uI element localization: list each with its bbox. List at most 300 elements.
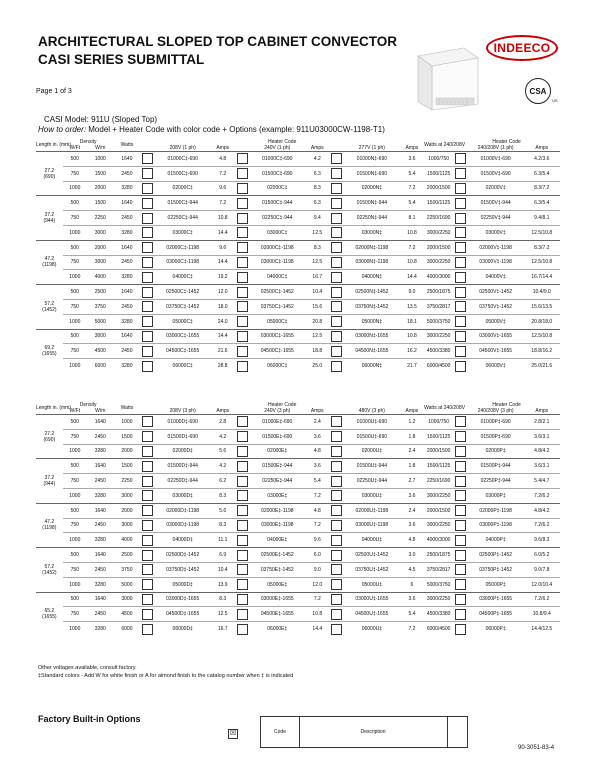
select-checkbox[interactable] (237, 550, 248, 561)
select-checkbox[interactable] (455, 431, 466, 442)
select-checkbox[interactable] (142, 331, 153, 342)
select-checkbox[interactable] (331, 272, 342, 283)
cell-amps: 3.6 (400, 518, 424, 533)
select-checkbox[interactable] (455, 416, 466, 427)
cell-watts: 4500 (114, 607, 141, 622)
cell-wm: 3280 (87, 622, 114, 636)
cell-code: 04000P‡ (468, 533, 524, 548)
cell-wft: 500 (63, 285, 87, 300)
cell-amps: 16.7 (211, 622, 235, 636)
cell-wm: 1500 (87, 166, 114, 181)
single-phase-table (36, 139, 560, 373)
page-subtitle: CASI SERIES SUBMITTAL (38, 52, 205, 67)
select-checkbox[interactable] (142, 505, 153, 516)
cell-code: 02000N‡ (344, 181, 400, 196)
cell-code: 02000P‡-1198 (468, 503, 524, 518)
select-checkbox[interactable] (455, 446, 466, 457)
select-checkbox[interactable] (455, 476, 466, 487)
select-checkbox[interactable] (455, 242, 466, 253)
cell-code: 03000D‡ (155, 488, 211, 503)
select-checkbox[interactable] (331, 198, 342, 209)
select-checkbox[interactable] (142, 579, 153, 590)
cell-amps: 19.2 (211, 270, 235, 285)
cell-wm: 1640 (87, 548, 114, 563)
cell-wm: 1640 (87, 592, 114, 607)
cell-wft: 500 (63, 548, 87, 563)
cell-amps: 6.3/5.4 (524, 166, 560, 181)
cell-watts: 3280 (114, 181, 141, 196)
voltage-header-1: 208V (1 ph) (169, 145, 196, 151)
length-cell (36, 592, 63, 636)
select-checkbox[interactable] (455, 316, 466, 327)
select-checkbox[interactable] (331, 257, 342, 268)
select-checkbox[interactable] (331, 461, 342, 472)
cell-watts-at: 4500/3380 (424, 344, 453, 359)
cell-watts-at: 3000/2250 (424, 255, 453, 270)
cell-amps: 4.2/3.6 (524, 152, 560, 167)
select-checkbox[interactable] (455, 183, 466, 194)
select-checkbox[interactable] (142, 461, 153, 472)
select-checkbox[interactable] (237, 213, 248, 224)
select-checkbox[interactable] (237, 446, 248, 457)
cell-amps: 13.5 (400, 299, 424, 314)
select-checkbox[interactable] (331, 287, 342, 298)
cell-code: 02500U‡-1452 (344, 548, 400, 563)
select-checkbox[interactable] (331, 476, 342, 487)
cell-watts: 3750 (114, 562, 141, 577)
cell-code: 02000E‡ (249, 444, 305, 459)
cell-code: 01000P‡-690 (468, 415, 524, 430)
cell-amps: 12.5/10.8 (524, 329, 560, 344)
cell-code: 02500N‡-1452 (344, 285, 400, 300)
select-checkbox[interactable] (142, 361, 153, 372)
cell-code: 01500V‡-944 (468, 196, 524, 211)
select-checkbox[interactable] (237, 461, 248, 472)
cell-code: 03000E‡-1655 (249, 592, 305, 607)
select-checkbox[interactable] (455, 550, 466, 561)
cell-amps: 12.5 (305, 255, 329, 270)
cell-wft: 1000 (63, 444, 87, 459)
select-checkbox[interactable] (237, 520, 248, 531)
cell-wm: 2450 (87, 429, 114, 444)
cell-amps: 3.6 (400, 488, 424, 503)
cell-code: 06000C‡ (249, 359, 305, 373)
select-checkbox[interactable] (237, 153, 248, 164)
select-checkbox[interactable] (331, 331, 342, 342)
voltage-header-2: 240V (3 ph) (264, 408, 291, 414)
csa-us-mark: US (552, 98, 558, 103)
cell-amps: 28.8 (211, 359, 235, 373)
select-checkbox[interactable] (331, 579, 342, 590)
select-checkbox[interactable] (455, 579, 466, 590)
cell-watts: 2450 (114, 166, 141, 181)
select-checkbox[interactable] (331, 242, 342, 253)
options-title: Factory Built-in Options (38, 714, 141, 724)
select-checkbox[interactable] (331, 301, 342, 312)
table-row (36, 166, 560, 181)
options-code-table (260, 716, 468, 748)
select-checkbox[interactable] (455, 227, 466, 238)
cell-amps: 7.2/6.2 (524, 592, 560, 607)
cell-amps: 18.8/16.2 (524, 344, 560, 359)
select-checkbox[interactable] (237, 431, 248, 442)
select-checkbox[interactable] (455, 520, 466, 531)
cell-code: 02250U‡-944 (344, 474, 400, 489)
cell-watts-at: 4500/3380 (424, 607, 453, 622)
length-mm: (944) (43, 218, 56, 225)
select-checkbox[interactable] (331, 550, 342, 561)
cell-code: 04000N‡ (344, 270, 400, 285)
select-checkbox[interactable] (142, 242, 153, 253)
cell-amps: 4.8 (305, 503, 329, 518)
cell-amps: 8.3 (211, 488, 235, 503)
select-checkbox[interactable] (237, 476, 248, 487)
select-checkbox[interactable] (237, 416, 248, 427)
options-code-header: Code (261, 717, 300, 747)
cell-amps: 25.0 (305, 359, 329, 373)
cell-wm: 2450 (87, 607, 114, 622)
cell-amps: 9.6 (211, 181, 235, 196)
select-checkbox[interactable] (331, 213, 342, 224)
cell-code: 03750C‡-1452 (249, 299, 305, 314)
cell-code: 01500P‡-690 (468, 429, 524, 444)
table-row (36, 329, 560, 344)
select-checkbox[interactable] (455, 168, 466, 179)
cell-amps: 5.4/4.7 (524, 474, 560, 489)
watts-at-header: Watts at 240/208V (424, 405, 466, 411)
cell-watts-at: 6000/4500 (424, 622, 453, 636)
cell-amps: 5.4 (305, 474, 329, 489)
cell-watts-at: 2000/1500 (424, 503, 453, 518)
select-checkbox[interactable] (237, 624, 248, 635)
select-checkbox[interactable] (455, 301, 466, 312)
cell-amps: 3.0 (400, 548, 424, 563)
length-mm: (1452) (42, 569, 57, 576)
cell-code: 05000V‡ (468, 314, 524, 329)
select-checkbox[interactable] (142, 346, 153, 357)
select-checkbox[interactable] (142, 609, 153, 620)
select-checkbox[interactable] (455, 361, 466, 372)
cell-watts: 3280 (114, 225, 141, 240)
table-row (36, 548, 560, 563)
select-checkbox[interactable] (237, 227, 248, 238)
select-checkbox[interactable] (142, 183, 153, 194)
select-checkbox[interactable] (237, 535, 248, 546)
cell-code: 01000U‡-690 (344, 415, 400, 430)
cell-amps: 1.2 (400, 415, 424, 430)
cell-code: 03000U‡-1655 (344, 592, 400, 607)
select-checkbox[interactable] (142, 416, 153, 427)
length-value: 27.2 (44, 167, 55, 174)
select-checkbox[interactable] (142, 624, 153, 635)
select-checkbox[interactable] (142, 446, 153, 457)
cell-wm: 3280 (87, 444, 114, 459)
table-row (36, 211, 560, 226)
cell-amps: 12.5 (211, 607, 235, 622)
cell-amps: 16.7 (305, 270, 329, 285)
select-checkbox[interactable] (142, 594, 153, 605)
cell-amps: 1.8 (400, 429, 424, 444)
select-checkbox[interactable] (237, 272, 248, 283)
cell-watts: 3000 (114, 488, 141, 503)
cell-code: 03000V‡-1655 (468, 329, 524, 344)
table-row (36, 429, 560, 444)
cell-amps: 7.2 (305, 592, 329, 607)
select-checkbox[interactable] (331, 490, 342, 501)
cell-code: 02000N‡-1198 (344, 240, 400, 255)
cell-amps: 8.3/7.2 (524, 240, 560, 255)
select-checkbox[interactable] (237, 594, 248, 605)
select-checkbox[interactable] (142, 198, 153, 209)
watts-header: Watts (120, 142, 134, 148)
cell-amps: 8.1 (400, 211, 424, 226)
voltage-header-2: 240V (1 ph) (264, 145, 291, 151)
cell-code: 06000E‡ (249, 622, 305, 636)
select-checkbox[interactable] (331, 416, 342, 427)
notes (38, 664, 293, 680)
cell-amps: 21.7 (400, 359, 424, 373)
cell-code: 01500N‡-944 (344, 196, 400, 211)
select-checkbox[interactable] (331, 168, 342, 179)
cell-watts-at: 4000/3000 (424, 533, 453, 548)
cell-amps: 6.0 (305, 548, 329, 563)
cell-watts-at: 1500/1125 (424, 429, 453, 444)
cell-code: 05000P‡ (468, 577, 524, 592)
voltage-header-1: 208V (3 ph) (169, 408, 196, 414)
cell-code: 02250D‡-944 (155, 474, 211, 489)
cell-wft: 500 (63, 459, 87, 474)
cell-amps: 3.6/3.1 (524, 429, 560, 444)
table-row (36, 240, 560, 255)
cell-wft: 500 (63, 415, 87, 430)
select-checkbox[interactable] (142, 227, 153, 238)
cell-code: 01500U‡-944 (344, 459, 400, 474)
select-checkbox[interactable] (237, 579, 248, 590)
select-checkbox[interactable] (331, 153, 342, 164)
cell-amps: 3.6 (305, 429, 329, 444)
select-checkbox[interactable] (331, 609, 342, 620)
cell-code: 02500D‡-1452 (155, 548, 211, 563)
cell-amps: 7.2 (305, 488, 329, 503)
select-checkbox[interactable] (331, 446, 342, 457)
voltage-header-4: 240/208V (3 ph) (477, 408, 514, 414)
cell-watts: 2500 (114, 548, 141, 563)
cell-amps: 20.8 (305, 314, 329, 329)
select-checkbox[interactable] (331, 520, 342, 531)
select-checkbox[interactable] (331, 361, 342, 372)
select-checkbox[interactable] (142, 564, 153, 575)
select-checkbox[interactable] (455, 153, 466, 164)
select-checkbox[interactable] (455, 198, 466, 209)
cell-amps: 6.0/5.2 (524, 548, 560, 563)
cell-watts: 2450 (114, 211, 141, 226)
cell-amps: 12.5/10.8 (524, 255, 560, 270)
cell-code: 01000E‡-690 (249, 415, 305, 430)
select-checkbox[interactable] (455, 213, 466, 224)
cell-code: 02000C‡-1198 (155, 240, 211, 255)
select-checkbox[interactable] (237, 183, 248, 194)
cell-amps: 18.1 (400, 314, 424, 329)
select-checkbox[interactable] (331, 431, 342, 442)
select-checkbox[interactable] (455, 624, 466, 635)
heater-code-header: Heater Code (268, 139, 297, 145)
cell-wm: 1640 (87, 503, 114, 518)
select-checkbox[interactable] (237, 168, 248, 179)
cell-amps: 14.4 (305, 622, 329, 636)
cell-amps: 20.8/18.0 (524, 314, 560, 329)
amps-header: Amps (535, 145, 549, 151)
select-checkbox[interactable] (455, 331, 466, 342)
amps-header: Amps (405, 145, 419, 151)
select-checkbox[interactable] (331, 594, 342, 605)
select-checkbox[interactable] (455, 505, 466, 516)
select-checkbox[interactable] (237, 287, 248, 298)
cell-watts-at: 2250/1690 (424, 474, 453, 489)
cell-wm: 2450 (87, 518, 114, 533)
cell-code: 04500N‡-1655 (344, 344, 400, 359)
cell-code: 03000V‡-1198 (468, 255, 524, 270)
cell-amps: 1.8 (400, 459, 424, 474)
cell-amps: 3.6 (400, 592, 424, 607)
select-checkbox[interactable] (142, 476, 153, 487)
select-checkbox[interactable] (331, 227, 342, 238)
cell-wm: 3000 (87, 255, 114, 270)
select-checkbox[interactable] (142, 272, 153, 283)
cell-watts: 3000 (114, 592, 141, 607)
cell-watts-at: 3000/2250 (424, 488, 453, 503)
cell-amps: 16.7/14.4 (524, 270, 560, 285)
select-checkbox[interactable] (142, 490, 153, 501)
cell-amps: 9.6 (305, 533, 329, 548)
cell-code: 03000V‡ (468, 225, 524, 240)
cell-wm: 1500 (87, 196, 114, 211)
select-checkbox[interactable] (331, 564, 342, 575)
select-checkbox[interactable] (237, 505, 248, 516)
select-checkbox[interactable] (142, 520, 153, 531)
select-checkbox[interactable] (142, 301, 153, 312)
select-checkbox[interactable] (331, 624, 342, 635)
cell-amps: 4.8 (211, 152, 235, 167)
select-checkbox[interactable] (331, 535, 342, 546)
select-checkbox[interactable] (142, 431, 153, 442)
cell-code: 01500N‡-690 (344, 166, 400, 181)
cell-watts-at: 2000/1500 (424, 181, 453, 196)
cell-watts-at: 3750/2817 (424, 299, 453, 314)
cell-code: 02000E‡-1198 (249, 503, 305, 518)
select-checkbox[interactable] (331, 316, 342, 327)
cell-wm: 5000 (87, 314, 114, 329)
select-checkbox[interactable] (142, 550, 153, 561)
cell-code: 05000C‡ (249, 314, 305, 329)
table-row (36, 577, 560, 592)
select-checkbox[interactable] (237, 316, 248, 327)
select-checkbox[interactable] (455, 564, 466, 575)
cell-amps: 4.8/4.2 (524, 444, 560, 459)
select-checkbox[interactable] (331, 346, 342, 357)
cell-amps: 15.6/13.5 (524, 299, 560, 314)
select-checkbox[interactable] (455, 257, 466, 268)
cell-wft: 1000 (63, 270, 87, 285)
select-checkbox[interactable] (142, 535, 153, 546)
density-header: Density (79, 402, 97, 408)
length-cell (36, 415, 63, 459)
cell-watts-at: 3000/2250 (424, 225, 453, 240)
cell-code: 01500C‡-690 (249, 166, 305, 181)
cell-code: 03000C‡-1655 (155, 329, 211, 344)
select-checkbox[interactable] (142, 168, 153, 179)
cell-code: 02500P‡-1452 (468, 548, 524, 563)
select-checkbox[interactable] (455, 490, 466, 501)
select-checkbox[interactable] (142, 316, 153, 327)
select-checkbox[interactable] (142, 257, 153, 268)
cell-code: 03750E‡-1452 (249, 562, 305, 577)
cell-code: 02000V‡-1198 (468, 240, 524, 255)
select-checkbox[interactable] (237, 301, 248, 312)
cell-watts: 2000 (114, 444, 141, 459)
option-checkbox[interactable]: ☒ (229, 730, 237, 737)
cell-amps: 15.6 (305, 299, 329, 314)
select-checkbox[interactable] (455, 272, 466, 283)
select-checkbox[interactable] (455, 535, 466, 546)
cell-amps: 8.3 (305, 240, 329, 255)
table-row (36, 225, 560, 240)
table-row (36, 562, 560, 577)
select-checkbox[interactable] (455, 346, 466, 357)
select-checkbox[interactable] (455, 609, 466, 620)
cell-code: 03000P‡-1655 (468, 592, 524, 607)
select-checkbox[interactable] (237, 564, 248, 575)
select-checkbox[interactable] (237, 346, 248, 357)
cell-wm: 2250 (87, 211, 114, 226)
cell-amps: 3.6 (305, 459, 329, 474)
table-row (36, 255, 560, 270)
select-checkbox[interactable] (455, 287, 466, 298)
cell-amps: 14.4/12.5 (524, 622, 560, 636)
cell-amps: 16.2 (400, 344, 424, 359)
select-checkbox[interactable] (455, 461, 466, 472)
select-checkbox[interactable] (237, 331, 248, 342)
select-checkbox[interactable] (331, 183, 342, 194)
cell-code: 03000C‡-1655 (249, 329, 305, 344)
select-checkbox[interactable] (237, 198, 248, 209)
select-checkbox[interactable] (331, 505, 342, 516)
length-cell (36, 196, 63, 240)
cell-amps: 21.6 (211, 344, 235, 359)
cell-amps: 12.0/10.4 (524, 577, 560, 592)
select-checkbox[interactable] (237, 490, 248, 501)
amps-header: Amps (535, 408, 549, 414)
cell-amps: 7.2 (400, 240, 424, 255)
select-checkbox[interactable] (142, 153, 153, 164)
page-number: Page 1 of 3 (36, 88, 72, 95)
select-checkbox[interactable] (237, 361, 248, 372)
cell-code: 01500U‡-690 (344, 429, 400, 444)
select-checkbox[interactable] (142, 287, 153, 298)
length-value: 57.2 (44, 300, 55, 307)
heater-code-header: Heater Code (268, 402, 297, 408)
select-checkbox[interactable] (142, 213, 153, 224)
select-checkbox[interactable] (237, 242, 248, 253)
cell-amps: 2.7 (400, 474, 424, 489)
select-checkbox[interactable] (455, 594, 466, 605)
cell-watts: 3280 (114, 270, 141, 285)
select-checkbox[interactable] (237, 609, 248, 620)
cell-amps: 4.2 (305, 152, 329, 167)
cell-code: 01500P‡-944 (468, 459, 524, 474)
cell-wm: 3000 (87, 329, 114, 344)
select-checkbox[interactable] (237, 257, 248, 268)
table-row (36, 152, 560, 167)
